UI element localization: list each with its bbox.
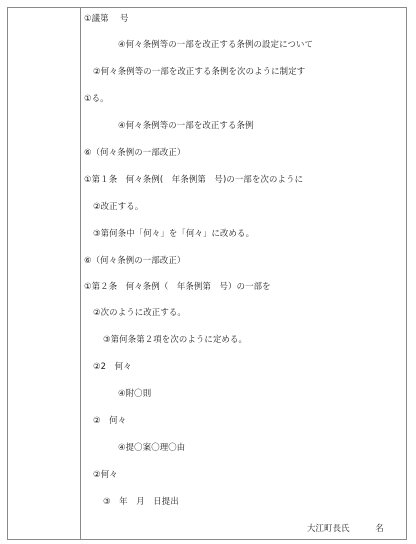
article-2-amendment: ③第何条第２項を次のように定める。 xyxy=(103,334,248,344)
article-2-heading: ⑥（何々条例の一部改正） xyxy=(84,255,186,265)
supplementary-text: ② 何々 xyxy=(93,415,127,425)
reason-text: ②何々 xyxy=(93,469,118,479)
supplementary-provisions-heading: ④附〇則 xyxy=(118,388,152,398)
article-1-heading: ⑥（何々条例の一部改正） xyxy=(84,147,186,157)
article-1-text-1: ①第１条 何々条例( 年条例第 号)の一部を次のように xyxy=(84,174,304,184)
submission-date-line: ③ 年 月 日提出 xyxy=(103,496,179,506)
document-page xyxy=(7,7,407,540)
paragraph-2-line: ②2 何々 xyxy=(93,361,132,371)
mayor-signature-line: 大江町長氏 名 xyxy=(307,523,384,533)
article-2-text-2: ②次のように改正する。 xyxy=(93,307,186,317)
bill-number-line: ①議第 号 xyxy=(84,13,129,23)
reason-heading: ④提〇案〇理〇由 xyxy=(118,442,186,452)
bill-title-line: ④何々条例等の一部を改正する条例の設定について xyxy=(118,39,314,49)
ordinance-title-line: ④何々条例等の一部を改正する条例 xyxy=(118,120,254,130)
enactment-line-1: ②何々条例等の一部を改正する条例を次のように制定す xyxy=(93,66,306,76)
article-1-amendment: ③第何条中「何々」を「何々」に改める。 xyxy=(93,228,255,238)
enactment-line-2: ①る。 xyxy=(84,93,109,103)
article-2-text-1: ①第２条 何々条例（ 年条例第 号）の一部を xyxy=(84,281,271,291)
document-body xyxy=(81,8,406,539)
article-1-text-2: ②改正する。 xyxy=(93,201,144,211)
